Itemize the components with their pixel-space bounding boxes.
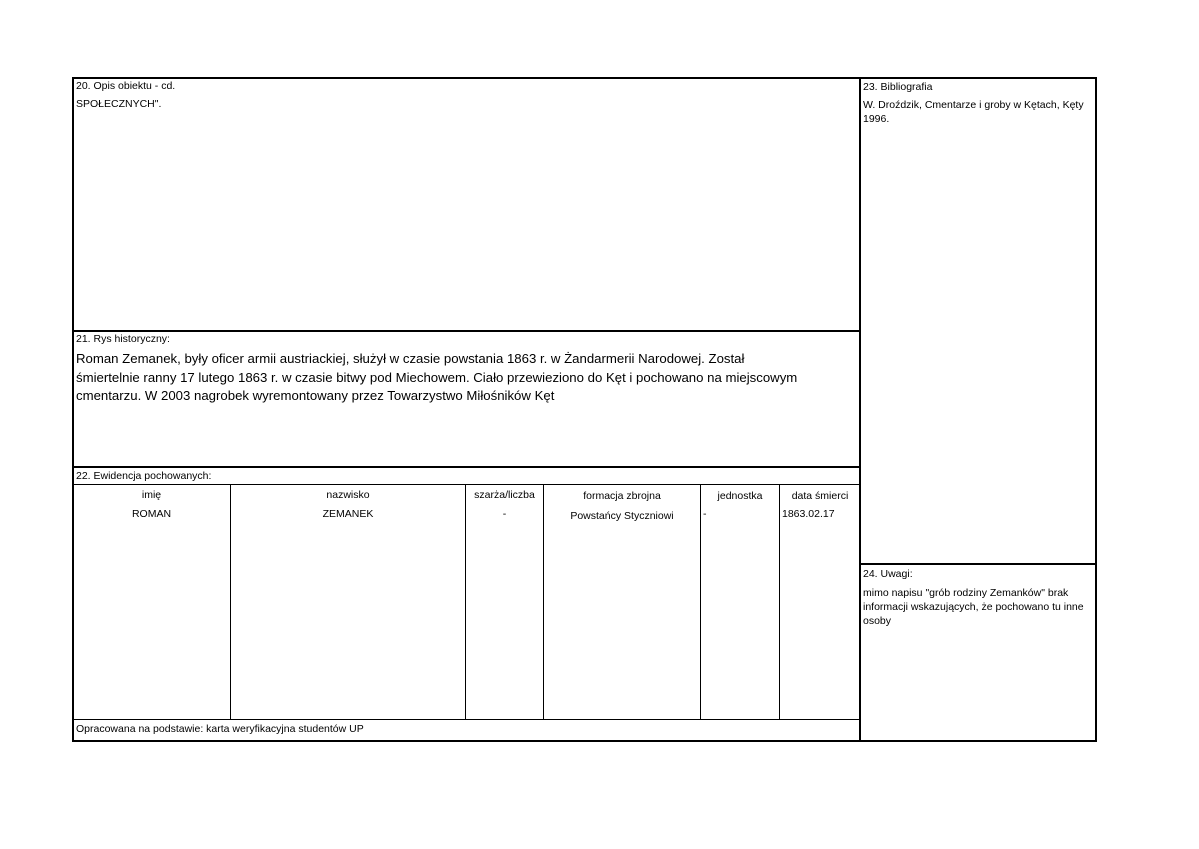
cell-nazwisko: ZEMANEK: [322, 508, 374, 520]
section-20-label: 20. Opis obiektu - cd.: [76, 80, 176, 92]
divider-21-22: [72, 466, 861, 468]
history-line-1: Roman Zemanek, były oficer armii austriackiej, służył w czasie powstania 1863 r. w Żandarmerii Narodowej. Został: [76, 351, 745, 366]
column-header-data-smierci: data śmierci: [791, 490, 849, 502]
col-divider-5: [779, 485, 780, 719]
column-header-jednostka: jednostka: [717, 490, 763, 502]
source-note: Opracowana na podstawie: karta weryfikacyjna studentów UP: [76, 723, 364, 735]
bibliography-text: W. Droździk, Cmentarze i groby w Kętach, Kęty 1996.: [863, 99, 1084, 125]
column-header-imie: imię: [141, 489, 162, 501]
column-header-nazwisko: nazwisko: [326, 489, 370, 501]
form-frame: [72, 77, 1097, 742]
divider-20-21: [72, 330, 861, 332]
cell-jednostka: -: [703, 508, 707, 520]
divider-table-footer: [72, 719, 861, 720]
history-line-3: cmentarzu. W 2003 nagrobek wyremontowany przez Towarzystwo Miłośników Kęt: [76, 388, 555, 403]
cell-data-smierci: 1863.02.17: [782, 508, 835, 520]
section-21-label: 21. Rys historyczny:: [76, 333, 170, 345]
remarks-text: mimo napisu "grób rodziny Zemanków" brak informacji wskazujących, że pochowano tu inne osoby: [863, 587, 1084, 627]
section-20-text: SPOŁECZNYCH".: [76, 98, 162, 110]
column-header-formacja: formacja zbrojna: [583, 490, 661, 502]
cell-imie: ROMAN: [131, 508, 172, 520]
cell-szarza: -: [502, 508, 507, 520]
section-24-label: 24. Uwagi:: [863, 568, 913, 580]
col-divider-4: [700, 485, 701, 719]
divider-23-24: [859, 563, 1097, 565]
divider-22-label: [72, 484, 861, 485]
column-header-szarza: szarża/liczba: [474, 489, 535, 501]
cell-formacja: Powstańcy Styczniowi: [570, 510, 674, 522]
vertical-divider-main: [859, 77, 861, 742]
section-22-label: 22. Ewidencja pochowanych:: [76, 470, 212, 482]
history-line-2: śmiertelnie ranny 17 lutego 1863 r. w czasie bitwy pod Miechowem. Ciało przewieziono do Kęt i pochowano na miejscowym: [76, 369, 798, 385]
section-23-label: 23. Bibliografia: [863, 81, 933, 93]
